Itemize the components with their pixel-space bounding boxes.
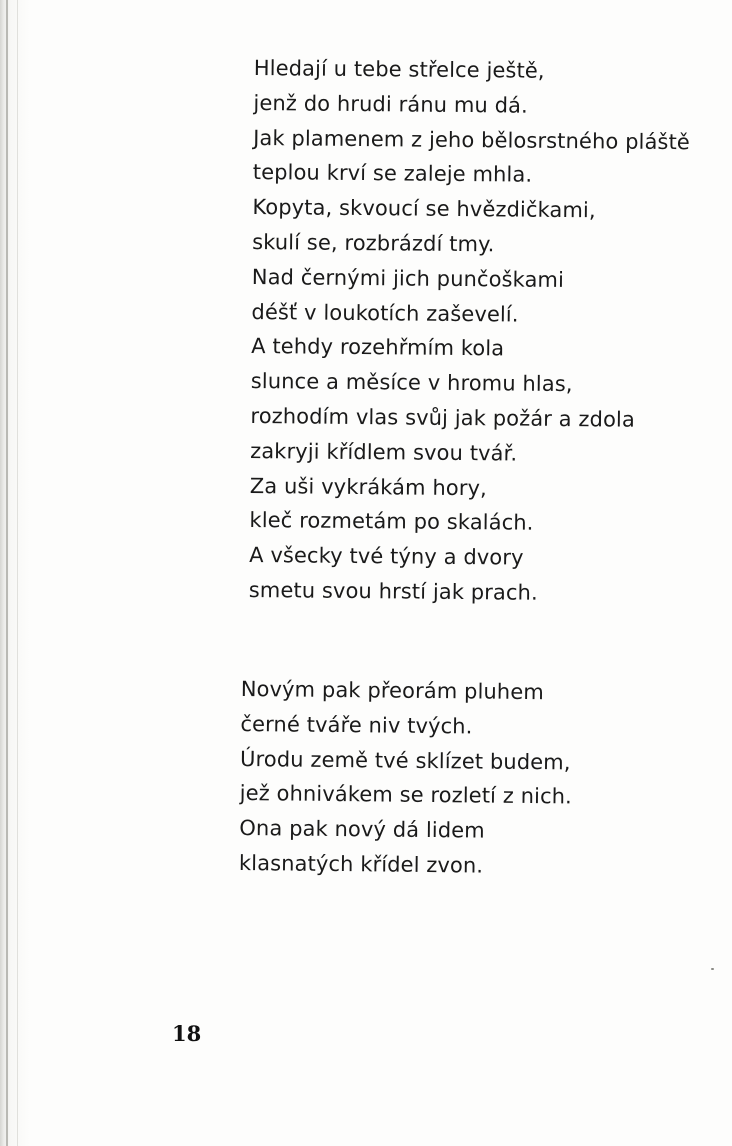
verse-line: jež ohnivákem se rozletí z nich. <box>239 781 573 809</box>
verse-line: rozhodím vlas svůj jak požár a zdola <box>250 403 636 432</box>
verse-line: Novým pak přeorám pluhem <box>240 676 544 705</box>
verse-line: černé tváře niv tvých. <box>240 711 473 739</box>
verse-line: klasnatých křídel zvon. <box>238 850 484 878</box>
verse-line: jenž do hrudi ránu mu dá. <box>253 90 528 118</box>
verse-line: teplou krví se zaleje mhla. <box>252 160 533 188</box>
verse-line: Za uši vykrákám hory, <box>249 473 487 500</box>
verse-line: déšť v loukotích zaševelí. <box>251 299 519 327</box>
page-number: 18 <box>172 1021 202 1046</box>
verse-line: slunce a měsíce v hromu hlas, <box>250 369 573 397</box>
verse-line: skulí se, rozbrázdí tmy. <box>252 229 495 257</box>
verse-line: A všecky tvé týny a dvory <box>249 543 524 570</box>
verse-line: Ona pak nový dá lidem <box>239 816 485 843</box>
verse-line: zakryji křídlem svou tvář. <box>250 438 518 466</box>
poem-stanza-2 <box>239 672 573 884</box>
verse-line: smetu svou hrstí jak prach. <box>248 577 538 605</box>
binding-shadow-line <box>6 0 8 1146</box>
verse-line: Nad černými jich punčoškami <box>251 264 565 292</box>
verse-line: A tehdy rozehřmím kola <box>251 334 505 361</box>
verse-line: Jak plamenem z jeho bělosrstného pláště <box>253 125 690 154</box>
verse-line: Kopyta, skvoucí se hvězdičkami, <box>252 195 596 223</box>
verse-line: Hledají u tebe střelce ještě, <box>253 55 545 83</box>
verse-line: Úrodu země tvé sklízet budem, <box>239 746 571 775</box>
binding-fold-line <box>17 0 18 1146</box>
page-binding-edge <box>0 0 30 1146</box>
verse-line: kleč rozmetám po skalách. <box>249 508 534 536</box>
poem-stanza-1 <box>249 51 691 612</box>
paper-speck <box>711 968 714 970</box>
